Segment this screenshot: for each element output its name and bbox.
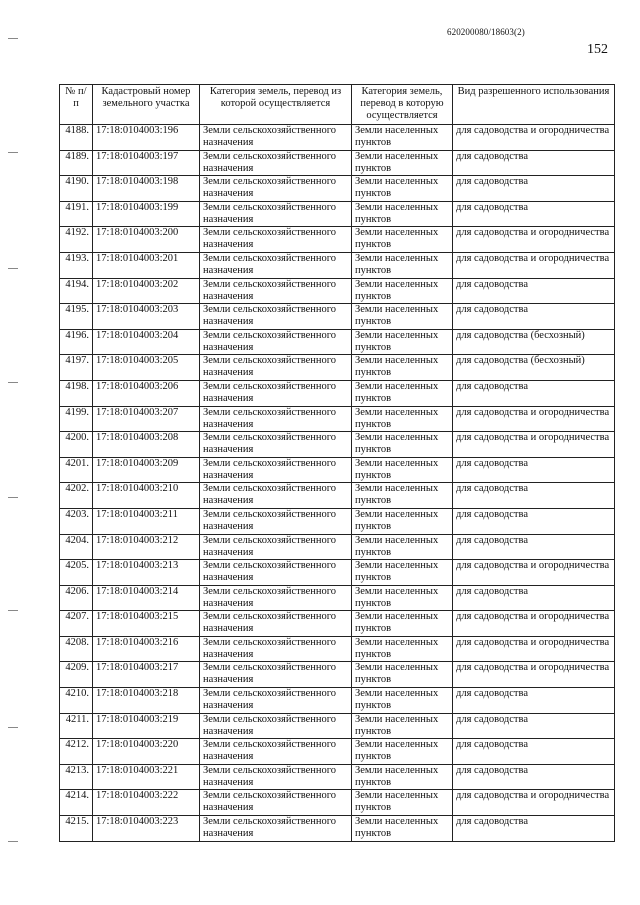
table-row [60, 150, 615, 176]
cadastral-number: 17:18:0104003:201 [93, 252, 200, 278]
row-number: 4208. [60, 636, 93, 662]
table-row [60, 355, 615, 381]
permitted-use: для садоводства [453, 508, 615, 534]
permitted-use: для садоводства и огородничества [453, 790, 615, 816]
row-number: 4194. [60, 278, 93, 304]
permitted-use: для садоводства [453, 816, 615, 842]
cadastral-number: 17:18:0104003:205 [93, 355, 200, 381]
row-number: 4203. [60, 508, 93, 534]
cadastral-number: 17:18:0104003:223 [93, 816, 200, 842]
from-category: Земли сельскохозяйственного назначения [200, 816, 352, 842]
row-number: 4193. [60, 252, 93, 278]
table-row [60, 227, 615, 253]
to-category: Земли населенных пунктов [352, 355, 453, 381]
from-category: Земли сельскохозяйственного назначения [200, 125, 352, 151]
header-to-category: Категория земель, перевод в которую осуществляется [352, 85, 453, 125]
cadastral-number: 17:18:0104003:220 [93, 739, 200, 765]
from-category: Земли сельскохозяйственного назначения [200, 611, 352, 637]
table-row [60, 329, 615, 355]
cadastral-number: 17:18:0104003:197 [93, 150, 200, 176]
to-category: Земли населенных пунктов [352, 380, 453, 406]
table-row [60, 125, 615, 151]
table-row [60, 406, 615, 432]
to-category: Земли населенных пунктов [352, 227, 453, 253]
cadastral-number: 17:18:0104003:218 [93, 688, 200, 714]
table-row [60, 636, 615, 662]
to-category: Земли населенных пунктов [352, 636, 453, 662]
from-category: Земли сельскохозяйственного назначения [200, 227, 352, 253]
from-category: Земли сельскохозяйственного назначения [200, 713, 352, 739]
from-category: Земли сельскохозяйственного назначения [200, 432, 352, 458]
table-row [60, 304, 615, 330]
from-category: Земли сельскохозяйственного назначения [200, 176, 352, 202]
table-row [60, 560, 615, 586]
scan-margin-mark [8, 841, 18, 842]
row-number: 4214. [60, 790, 93, 816]
permitted-use: для садоводства [453, 688, 615, 714]
scan-margin-mark [8, 38, 18, 39]
from-category: Земли сельскохозяйственного назначения [200, 278, 352, 304]
table-row [60, 176, 615, 202]
cadastral-number: 17:18:0104003:208 [93, 432, 200, 458]
to-category: Земли населенных пунктов [352, 278, 453, 304]
cadastral-number: 17:18:0104003:215 [93, 611, 200, 637]
table-row [60, 483, 615, 509]
cadastral-number: 17:18:0104003:207 [93, 406, 200, 432]
cadastral-number: 17:18:0104003:209 [93, 457, 200, 483]
row-number: 4195. [60, 304, 93, 330]
to-category: Земли населенных пунктов [352, 790, 453, 816]
permitted-use: для садоводства [453, 380, 615, 406]
from-category: Земли сельскохозяйственного назначения [200, 764, 352, 790]
cadastral-number: 17:18:0104003:200 [93, 227, 200, 253]
cadastral-number: 17:18:0104003:203 [93, 304, 200, 330]
from-category: Земли сельскохозяйственного назначения [200, 662, 352, 688]
to-category: Земли населенных пунктов [352, 816, 453, 842]
from-category: Земли сельскохозяйственного назначения [200, 636, 352, 662]
cadastral-number: 17:18:0104003:213 [93, 560, 200, 586]
row-number: 4202. [60, 483, 93, 509]
permitted-use: для садоводства и огородничества [453, 432, 615, 458]
table-row [60, 816, 615, 842]
cadastral-number: 17:18:0104003:196 [93, 125, 200, 151]
table-row [60, 380, 615, 406]
from-category: Земли сельскохозяйственного назначения [200, 457, 352, 483]
table-row [60, 201, 615, 227]
table-row [60, 508, 615, 534]
to-category: Земли населенных пунктов [352, 713, 453, 739]
to-category: Земли населенных пунктов [352, 560, 453, 586]
to-category: Земли населенных пунктов [352, 534, 453, 560]
to-category: Земли населенных пунктов [352, 739, 453, 765]
from-category: Земли сельскохозяйственного назначения [200, 585, 352, 611]
table-row [60, 713, 615, 739]
table-row [60, 585, 615, 611]
row-number: 4204. [60, 534, 93, 560]
table-row [60, 457, 615, 483]
to-category: Земли населенных пунктов [352, 125, 453, 151]
row-number: 4210. [60, 688, 93, 714]
from-category: Земли сельскохозяйственного назначения [200, 252, 352, 278]
page-number: 152 [587, 42, 608, 57]
from-category: Земли сельскохозяйственного назначения [200, 406, 352, 432]
permitted-use: для садоводства [453, 739, 615, 765]
row-number: 4206. [60, 585, 93, 611]
permitted-use: для садоводства [453, 201, 615, 227]
cadastral-number: 17:18:0104003:219 [93, 713, 200, 739]
permitted-use: для садоводства [453, 483, 615, 509]
cadastral-number: 17:18:0104003:214 [93, 585, 200, 611]
permitted-use: для садоводства [453, 764, 615, 790]
cadastral-number: 17:18:0104003:221 [93, 764, 200, 790]
cadastral-number: 17:18:0104003:202 [93, 278, 200, 304]
row-number: 4212. [60, 739, 93, 765]
permitted-use: для садоводства и огородничества [453, 560, 615, 586]
to-category: Земли населенных пунктов [352, 688, 453, 714]
table-row [60, 278, 615, 304]
row-number: 4199. [60, 406, 93, 432]
scan-margin-mark [8, 152, 18, 153]
to-category: Земли населенных пунктов [352, 150, 453, 176]
from-category: Земли сельскохозяйственного назначения [200, 150, 352, 176]
permitted-use: для садоводства (бесхозный) [453, 355, 615, 381]
table-header-row [60, 85, 615, 125]
row-number: 4198. [60, 380, 93, 406]
cadastral-number: 17:18:0104003:204 [93, 329, 200, 355]
row-number: 4192. [60, 227, 93, 253]
header-from-category: Категория земель, перевод из которой осуществляется [200, 85, 352, 125]
from-category: Земли сельскохозяйственного назначения [200, 790, 352, 816]
to-category: Земли населенных пунктов [352, 201, 453, 227]
cadastral-number: 17:18:0104003:222 [93, 790, 200, 816]
to-category: Земли населенных пунктов [352, 252, 453, 278]
from-category: Земли сельскохозяйственного назначения [200, 380, 352, 406]
table-row [60, 688, 615, 714]
document-code: 620200080/18603(2) [447, 27, 525, 37]
permitted-use: для садоводства [453, 585, 615, 611]
from-category: Земли сельскохозяйственного назначения [200, 201, 352, 227]
row-number: 4213. [60, 764, 93, 790]
from-category: Земли сельскохозяйственного назначения [200, 508, 352, 534]
cadastral-number: 17:18:0104003:210 [93, 483, 200, 509]
row-number: 4211. [60, 713, 93, 739]
from-category: Земли сельскохозяйственного назначения [200, 304, 352, 330]
row-number: 4215. [60, 816, 93, 842]
cadastral-number: 17:18:0104003:216 [93, 636, 200, 662]
row-number: 4196. [60, 329, 93, 355]
from-category: Земли сельскохозяйственного назначения [200, 739, 352, 765]
table-row [60, 764, 615, 790]
row-number: 4188. [60, 125, 93, 151]
cadastral-number: 17:18:0104003:211 [93, 508, 200, 534]
from-category: Земли сельскохозяйственного назначения [200, 560, 352, 586]
permitted-use: для садоводства и огородничества [453, 227, 615, 253]
from-category: Земли сельскохозяйственного назначения [200, 355, 352, 381]
permitted-use: для садоводства и огородничества [453, 252, 615, 278]
row-number: 4209. [60, 662, 93, 688]
cadastral-number: 17:18:0104003:199 [93, 201, 200, 227]
to-category: Земли населенных пунктов [352, 662, 453, 688]
to-category: Земли населенных пунктов [352, 764, 453, 790]
to-category: Земли населенных пунктов [352, 406, 453, 432]
permitted-use: для садоводства (бесхозный) [453, 329, 615, 355]
cadastral-number: 17:18:0104003:206 [93, 380, 200, 406]
to-category: Земли населенных пунктов [352, 329, 453, 355]
permitted-use: для садоводства [453, 304, 615, 330]
cadastral-number: 17:18:0104003:198 [93, 176, 200, 202]
table-row [60, 611, 615, 637]
header-num: № п/п [60, 85, 93, 125]
to-category: Земли населенных пунктов [352, 432, 453, 458]
permitted-use: для садоводства и огородничества [453, 611, 615, 637]
permitted-use: для садоводства [453, 534, 615, 560]
scan-margin-mark [8, 727, 18, 728]
to-category: Земли населенных пунктов [352, 611, 453, 637]
row-number: 4189. [60, 150, 93, 176]
row-number: 4207. [60, 611, 93, 637]
permitted-use: для садоводства [453, 278, 615, 304]
table-row [60, 432, 615, 458]
to-category: Земли населенных пунктов [352, 176, 453, 202]
scan-margin-mark [8, 382, 18, 383]
row-number: 4201. [60, 457, 93, 483]
scan-margin-mark [8, 610, 18, 611]
cadastral-number: 17:18:0104003:212 [93, 534, 200, 560]
to-category: Земли населенных пунктов [352, 457, 453, 483]
from-category: Земли сельскохозяйственного назначения [200, 483, 352, 509]
land-plots-table [59, 84, 615, 842]
header-cadastral-number: Кадастровый номер земельного участка [93, 85, 200, 125]
row-number: 4200. [60, 432, 93, 458]
to-category: Земли населенных пунктов [352, 483, 453, 509]
to-category: Земли населенных пунктов [352, 585, 453, 611]
from-category: Земли сельскохозяйственного назначения [200, 534, 352, 560]
permitted-use: для садоводства и огородничества [453, 125, 615, 151]
table-row [60, 790, 615, 816]
permitted-use: для садоводства и огородничества [453, 662, 615, 688]
permitted-use: для садоводства [453, 713, 615, 739]
table-row [60, 662, 615, 688]
permitted-use: для садоводства и огородничества [453, 406, 615, 432]
row-number: 4205. [60, 560, 93, 586]
row-number: 4190. [60, 176, 93, 202]
permitted-use: для садоводства [453, 457, 615, 483]
header-permitted-use: Вид разрешенного использования [453, 85, 615, 125]
table-row [60, 534, 615, 560]
cadastral-number: 17:18:0104003:217 [93, 662, 200, 688]
scan-margin-mark [8, 497, 18, 498]
from-category: Земли сельскохозяйственного назначения [200, 688, 352, 714]
table-row [60, 739, 615, 765]
permitted-use: для садоводства [453, 176, 615, 202]
permitted-use: для садоводства [453, 150, 615, 176]
permitted-use: для садоводства и огородничества [453, 636, 615, 662]
scan-margin-mark [8, 268, 18, 269]
from-category: Земли сельскохозяйственного назначения [200, 329, 352, 355]
table-row [60, 252, 615, 278]
row-number: 4191. [60, 201, 93, 227]
to-category: Земли населенных пунктов [352, 304, 453, 330]
row-number: 4197. [60, 355, 93, 381]
to-category: Земли населенных пунктов [352, 508, 453, 534]
